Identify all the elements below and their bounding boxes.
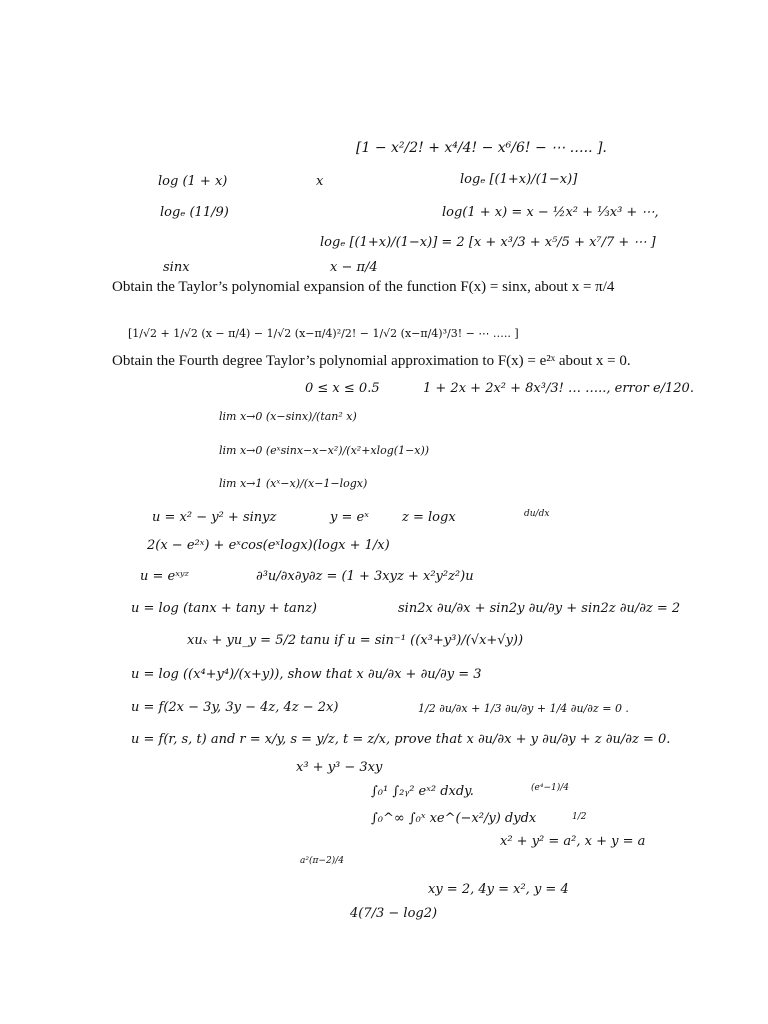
l11: [1/√2 + 1/√2 (x − π/4) − 1/√2 (x−π/4)²/2! − 1/√2 (x−π/4)³/3! − ⋯ ….. ] xyxy=(128,327,519,340)
l23: u = eˣʸᶻ xyxy=(140,569,189,584)
l39: xy = 2, 4y = x², y = 4 xyxy=(428,882,569,897)
l32: x³ + y³ − 3xy xyxy=(296,760,383,775)
l01: [1 − x²/2! + x⁴/4! − x⁶/6! − ⋯ ….. ]. xyxy=(356,140,607,156)
l29: u = f(2x − 3y, 3y − 4z, 4z − 2x) xyxy=(131,700,339,715)
l35: ∫₀^∞ ∫₀ˣ xe^(−x²/y) dydx xyxy=(371,811,537,826)
l17: lim x→1 (xˣ−x)/(x−1−logx) xyxy=(219,477,368,490)
l30: 1/2 ∂u/∂x + 1/3 ∂u/∂y + 1/4 ∂u/∂z = 0 . xyxy=(418,702,629,715)
l25: u = log (tanx + tany + tanz) xyxy=(131,601,317,616)
l10: Obtain the Taylor’s polynomial expansion of the function F(x) = sinx, about x = π/4 xyxy=(112,279,615,295)
l16: lim x→0 (eˣsinx−x−x²)/(x²+xlog(1−x)) xyxy=(219,444,430,457)
l13: 0 ≤ x ≤ 0.5 xyxy=(305,381,380,396)
l05: logₑ (11/9) xyxy=(160,205,229,220)
l27: xuₓ + yu_y = 5/2 tanu if u = sin⁻¹ ((x³+y³)/(√x+√y)) xyxy=(187,633,524,648)
l28: u = log ((x⁴+y⁴)/(x+y)), show that x ∂u/∂x + ∂u/∂y = 3 xyxy=(131,667,482,682)
l33: ∫₀¹ ∫₂ᵧ² eˣ² dxdy. xyxy=(371,784,474,799)
l34: (e⁴−1)/4 xyxy=(531,783,569,793)
l26: sin2x ∂u/∂x + sin2y ∂u/∂y + sin2z ∂u/∂z = 2 xyxy=(398,601,681,616)
l38: a²(π−2)/4 xyxy=(300,856,344,866)
l24: ∂³u/∂x∂y∂z = (1 + 3xyz + x²y²z²)u xyxy=(256,569,474,584)
l31: u = f(r, s, t) and r = x/y, s = y/z, t = z/x, prove that x ∂u/∂x + y ∂u/∂y + z ∂u/∂z = 0. xyxy=(131,732,671,747)
l09: x − π/4 xyxy=(330,260,378,275)
l07: logₑ [(1+x)/(1−x)] = 2 [x + x³/3 + x⁵/5 + x⁷/7 + ⋯ ] xyxy=(320,235,656,250)
l21: du/dx xyxy=(524,509,550,519)
l18: u = x² − y² + sinyz xyxy=(152,510,277,525)
l04: logₑ [(1+x)/(1−x)] xyxy=(460,172,578,187)
l36: 1/2 xyxy=(572,812,587,822)
l08: sinx xyxy=(163,260,190,275)
l14: 1 + 2x + 2x² + 8x³/3! … ….., error e/120. xyxy=(423,381,694,396)
l20: z = logx xyxy=(402,510,456,525)
l06: log(1 + x) = x − ½x² + ⅓x³ + ⋯, xyxy=(442,205,659,220)
l02: log (1 + x) xyxy=(158,174,228,189)
l12: Obtain the Fourth degree Taylor’s polynomial approximation to F(x) = e²ˣ about x = 0. xyxy=(112,353,631,369)
l37: x² + y² = a², x + y = a xyxy=(500,834,646,849)
l19: y = eˣ xyxy=(330,510,369,525)
l15: lim x→0 (x−sinx)/(tan² x) xyxy=(219,410,357,423)
l22: 2(x − e²ˣ) + eˣcos(eˣlogx)(logx + 1/x) xyxy=(147,538,390,553)
l40: 4(7/3 − log2) xyxy=(350,906,438,921)
l03: x xyxy=(316,174,324,189)
